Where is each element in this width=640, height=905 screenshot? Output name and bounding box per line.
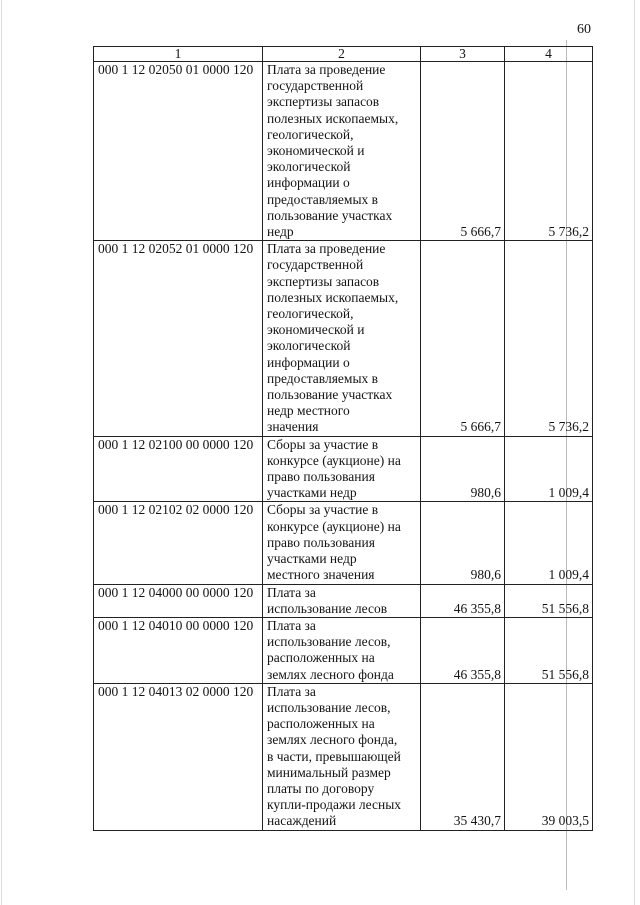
description-line: Сборы за участие в [267,436,379,452]
code-cell: 000 1 12 04010 00 0000 120 [94,617,263,683]
description-line: минимальный размер [267,764,391,780]
code-cell: 000 1 12 02052 01 0000 120 [94,241,263,436]
description-line: недр местного [267,403,350,419]
description-line: геологической, [267,306,354,322]
scan-edge-left [1,0,2,905]
description-line: расположенных на [267,650,375,666]
description-line: пользование участках [267,207,393,223]
value-col4-cell: 39 003,5 [505,683,593,830]
table-row [94,502,593,584]
description-line: экспертизы запасов [267,94,380,110]
code-cell: 000 1 12 02100 00 0000 120 [94,436,263,502]
description-line: использование лесов, [267,634,391,650]
value-col4-cell: 51 556,8 [505,584,593,617]
table-header [94,47,593,62]
budget-table [93,46,593,831]
table-row [94,683,593,830]
description-cell [263,436,421,502]
description-line: землях лесного фонда [267,666,394,682]
value-col3-cell: 46 355,8 [421,617,505,683]
value-col3-cell: 35 430,7 [421,683,505,830]
description-line: экономической и [267,143,365,159]
code-cell: 000 1 12 02050 01 0000 120 [94,62,263,241]
code-cell: 000 1 12 02102 02 0000 120 [94,502,263,584]
value-col4-cell: 5 736,2 [505,62,593,241]
description-cell [263,241,421,436]
description-line: экономической и [267,322,365,338]
description-line: государственной [267,257,364,273]
scan-edge-right [634,0,635,905]
description-line: предоставляемых в [267,191,379,207]
header-col-2: 2 [263,47,421,62]
description-line: Плата за [267,584,316,600]
value-col4-cell: 1 009,4 [505,436,593,502]
description-cell [263,617,421,683]
header-col-3: 3 [421,47,505,62]
description-line: экологической [267,159,351,175]
value-col3-cell: 5 666,7 [421,241,505,436]
description-line: значения [267,419,319,435]
value-col4-cell: 1 009,4 [505,502,593,584]
table-body [94,62,593,831]
header-col-4: 4 [505,47,593,62]
description-line: Плата за [267,683,316,699]
description-line: купли-продажи лесных [267,797,402,813]
table-row [94,617,593,683]
value-col3-cell: 46 355,8 [421,584,505,617]
description-line: конкурсе (аукционе) на [267,518,401,534]
description-line: Плата за проведение [267,241,386,257]
description-line: пользование участках [267,387,393,403]
description-line: право пользования [267,469,375,485]
value-col3-cell: 980,6 [421,436,505,502]
description-line: геологической, [267,126,354,142]
description-line: право пользования [267,534,375,550]
value-col4-cell: 5 736,2 [505,241,593,436]
code-cell: 000 1 12 04013 02 0000 120 [94,683,263,830]
description-line: Сборы за участие в [267,502,379,518]
description-line: предоставляемых в [267,370,379,386]
description-line: полезных ископаемых, [267,289,399,305]
description-line: государственной [267,78,364,94]
description-line: Плата за [267,617,316,633]
description-line: участками недр [267,551,357,567]
description-line: землях лесного фонда, [267,732,398,748]
header-row [94,47,593,62]
table-row [94,436,593,502]
code-cell: 000 1 12 04000 00 0000 120 [94,584,263,617]
page-number: 60 [577,22,591,37]
table-row [94,62,593,241]
description-cell [263,683,421,830]
description-cell [263,584,421,617]
value-col4-cell: 51 556,8 [505,617,593,683]
description-line: использование лесов [267,600,388,616]
value-col3-cell: 980,6 [421,502,505,584]
description-line: Плата за проведение [267,62,386,77]
description-line: информации о [267,175,350,191]
table-row [94,584,593,617]
value-col3-cell: 5 666,7 [421,62,505,241]
description-line: в части, превышающей [267,748,401,764]
description-line: экспертизы запасов [267,273,380,289]
description-line: конкурсе (аукционе) на [267,452,401,468]
description-line: недр [267,224,294,240]
description-line: полезных ископаемых, [267,110,399,126]
table-row [94,241,593,436]
description-cell [263,62,421,241]
description-line: местного значения [267,567,375,583]
description-line: расположенных на [267,716,375,732]
description-line: информации о [267,354,350,370]
description-line: платы по договору [267,780,375,796]
description-line: насаждений [267,813,337,829]
scan-artifact-line [566,40,567,890]
description-cell [263,502,421,584]
description-line: экологической [267,338,351,354]
header-col-1: 1 [94,47,263,62]
description-line: использование лесов, [267,699,391,715]
description-line: участками недр [267,485,357,501]
